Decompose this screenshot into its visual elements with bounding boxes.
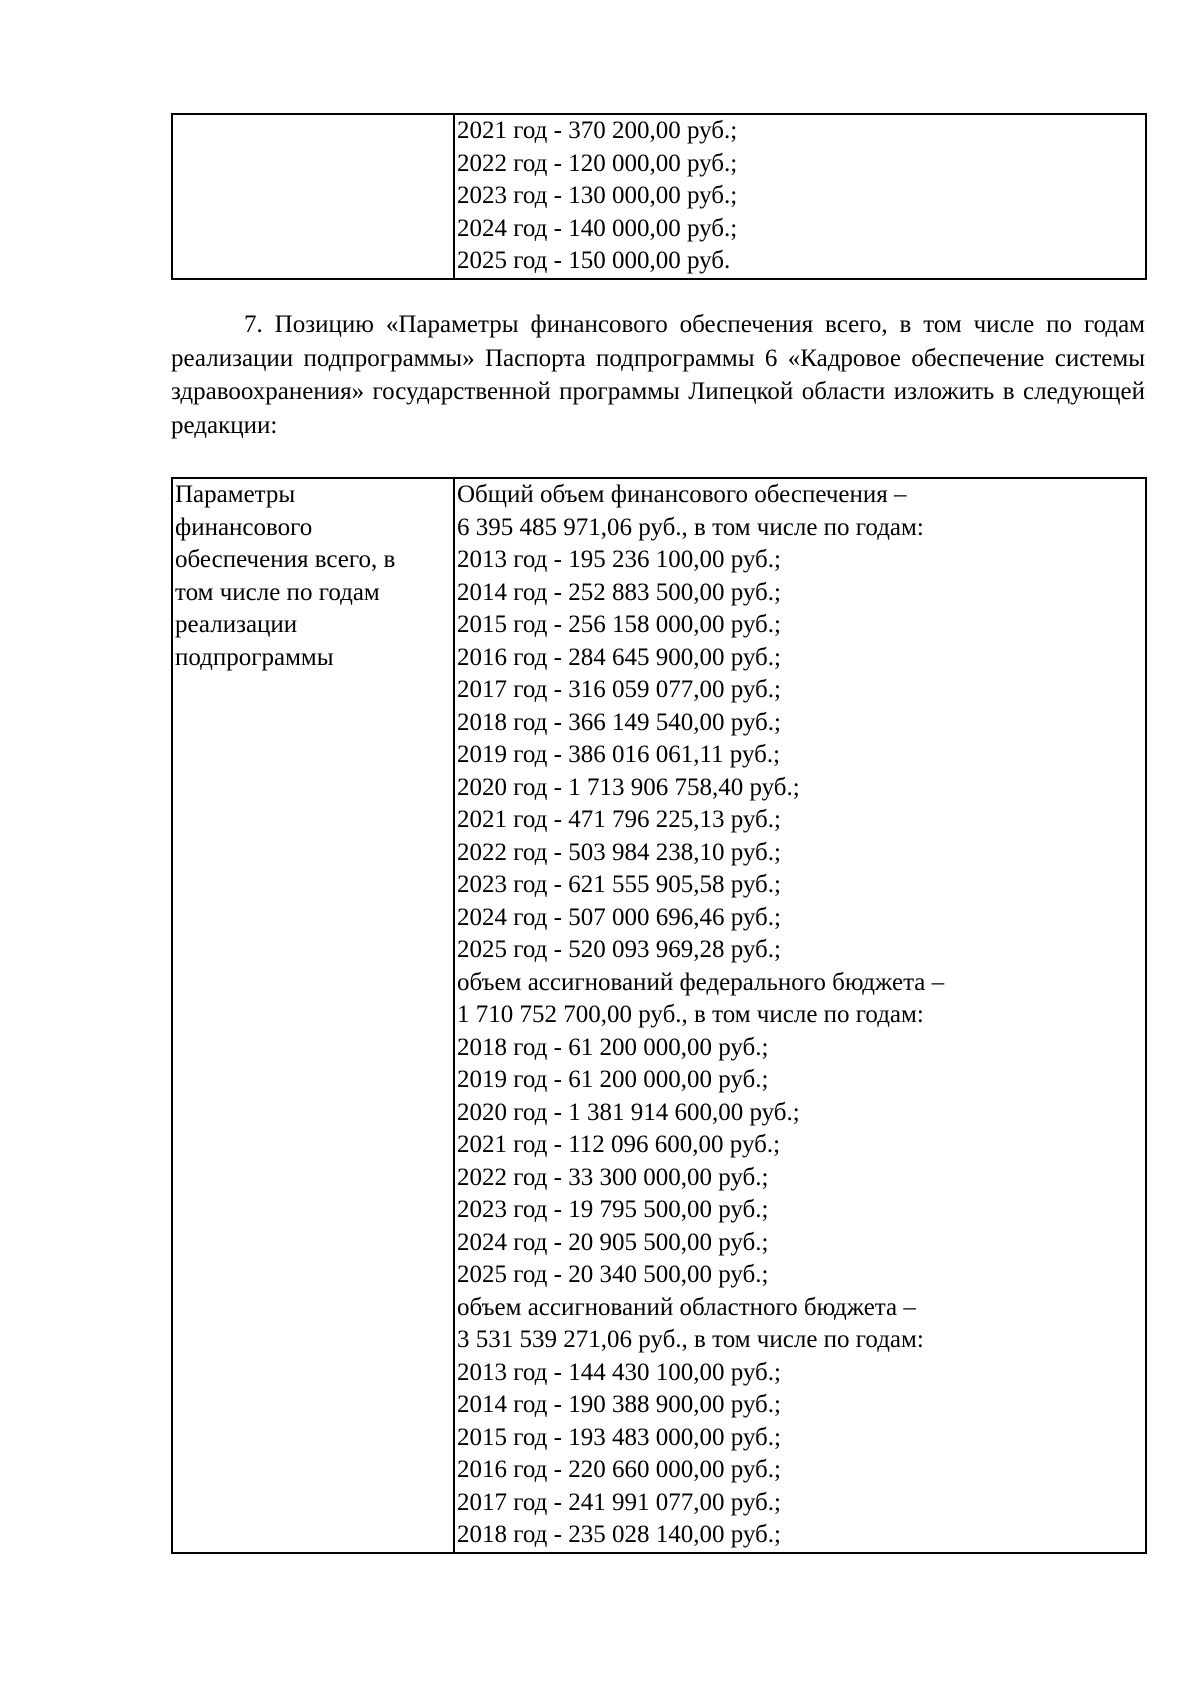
- param-name-line: обеспечения всего, в: [175, 546, 396, 573]
- funding-line: 2022 год - 503 984 238,10 руб.;: [457, 838, 781, 866]
- funding-line: 2021 год - 112 096 600,00 руб.;: [457, 1131, 781, 1158]
- funding-line: 2014 год - 190 388 900,00 руб.;: [457, 1391, 781, 1418]
- funding-line: 2019 год - 386 016 061,11 руб.;: [457, 741, 781, 768]
- funding-line: 2016 год - 220 660 000,00 руб.;: [457, 1456, 781, 1483]
- param-name-line: финансового: [175, 513, 313, 541]
- table-row: [172, 114, 1146, 279]
- funding-line: 2024 год - 140 000,00 руб.;: [457, 214, 738, 242]
- funding-line: 2022 год - 120 000,00 руб.;: [457, 149, 738, 177]
- funding-line: объем ассигнований областного бюджета –: [457, 1293, 916, 1321]
- table-row: [172, 478, 1146, 1553]
- param-name-line: подпрограммы: [175, 643, 334, 671]
- funding-line: 2014 год - 252 883 500,00 руб.;: [457, 578, 781, 606]
- param-name-line: том числе по годам: [175, 578, 380, 606]
- funding-line: 2017 год - 241 991 077,00 руб.;: [457, 1488, 781, 1516]
- funding-line: 2020 год - 1 713 906 758,40 руб.;: [457, 773, 800, 801]
- funding-line: 6 395 485 971,06 руб., в том числе по годам:: [457, 513, 924, 541]
- funding-line: 2015 год - 193 483 000,00 руб.;: [457, 1423, 781, 1451]
- values-cell: [454, 114, 1146, 279]
- funding-line: 2023 год - 130 000,00 руб.;: [457, 182, 738, 209]
- funding-line: 1 710 752 700,00 руб., в том числе по годам:: [457, 1001, 924, 1028]
- funding-line: 2019 год - 61 200 000,00 руб.;: [457, 1066, 769, 1093]
- funding-line: 2017 год - 316 059 077,00 руб.;: [457, 676, 781, 703]
- funding-line: 2021 год - 370 200,00 руб.;: [457, 117, 738, 144]
- funding-line: 2025 год - 520 093 969,28 руб.;: [457, 936, 781, 963]
- funding-line: 2018 год - 235 028 140,00 руб.;: [457, 1521, 781, 1548]
- funding-line: 2013 год - 144 430 100,00 руб.;: [457, 1358, 781, 1386]
- funding-line: Общий объем финансового обеспечения –: [457, 481, 907, 508]
- funding-line: 2020 год - 1 381 914 600,00 руб.;: [457, 1098, 800, 1126]
- funding-table-continued: [171, 113, 1147, 280]
- funding-line: 2013 год - 195 236 100,00 руб.;: [457, 546, 781, 573]
- funding-line: 2025 год - 150 000,00 руб.: [457, 247, 731, 274]
- param-name-line: реализации: [175, 611, 298, 638]
- param-cell-empty: [172, 114, 454, 279]
- funding-line: 2021 год - 471 796 225,13 руб.;: [457, 806, 781, 833]
- param-name-line: Параметры: [175, 481, 296, 508]
- funding-line: 3 531 539 271,06 руб., в том числе по годам:: [457, 1326, 924, 1353]
- amendment-paragraph: 7. Позицию «Параметры финансового обеспечения всего, в том числе по годам реализации подпрограммы» Паспорта подпрограммы 6 «Кадровое обеспечение системы здравоохранения» государственной программы Липецкой области изложить в следующей редакции:: [171, 311, 1145, 439]
- funding-line: 2022 год - 33 300 000,00 руб.;: [457, 1163, 769, 1191]
- funding-line: 2016 год - 284 645 900,00 руб.;: [457, 643, 781, 671]
- funding-line: 2025 год - 20 340 500,00 руб.;: [457, 1261, 769, 1288]
- funding-line: 2018 год - 366 149 540,00 руб.;: [457, 708, 781, 736]
- funding-line: 2024 год - 507 000 696,46 руб.;: [457, 903, 781, 931]
- funding-line: 2018 год - 61 200 000,00 руб.;: [457, 1033, 769, 1061]
- funding-line: 2023 год - 621 555 905,58 руб.;: [457, 871, 781, 898]
- funding-line: 2015 год - 256 158 000,00 руб.;: [457, 611, 781, 638]
- values-cell: [454, 478, 1146, 1553]
- funding-line: объем ассигнований федерального бюджета –: [457, 968, 945, 996]
- funding-line: 2024 год - 20 905 500,00 руб.;: [457, 1228, 769, 1256]
- param-name-cell: [172, 478, 454, 1553]
- funding-line: 2023 год - 19 795 500,00 руб.;: [457, 1196, 769, 1223]
- funding-parameters-table: [171, 477, 1147, 1554]
